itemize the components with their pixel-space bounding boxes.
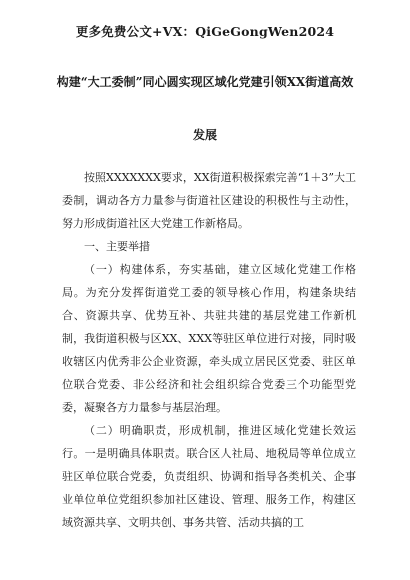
watermark-header: 更多免费公文+VX：QiGeGongWen2024	[75, 24, 335, 39]
document-body	[62, 166, 356, 534]
intro-paragraph: 按照XXXXXXX要求，XX街道积极探索完善“1＋3”大工委制，调动各方力量参与街道社区建设的积极性与主动性，努力形成街道社区大党建工作新格局。	[62, 171, 356, 230]
document-title-line-1: 构建“大工委制”同心圆实现区域化党建引领XX街道高效	[56, 75, 354, 89]
document-title-line-2: 发展	[192, 128, 217, 142]
paragraph-system-building: （一）构建体系，夯实基础，建立区域化党建工作格局。为充分发挥街道党工委的领导核心作用，构建条块结合、资源共享、优势互补、共驻共建的基层党建工作新机制，我街道积极与区XX、XXX等驻区单位进行对接，同时吸收辖区内优秀非公企业资源，牵头成立居民区党委、驻区单位联合党委、非公经济和社会组织综合党委三个功能型党委，凝聚各方力量参与基层治理。	[62, 263, 356, 414]
paragraph-responsibilities: （二）明确职责，形成机制，推进区域化党建长效运行。一是明确具体职责。联合区人社局、地税局等单位成立驻区单位联合党委，负责组织、协调和指导各类机关、企事业单位单位党组织参加社区建设、管理、服务工作，构建区域资源共享、文明共创、事务共管、活动共搞的工	[62, 424, 356, 529]
section-heading-main-measures: 一、主要举措	[84, 240, 150, 253]
